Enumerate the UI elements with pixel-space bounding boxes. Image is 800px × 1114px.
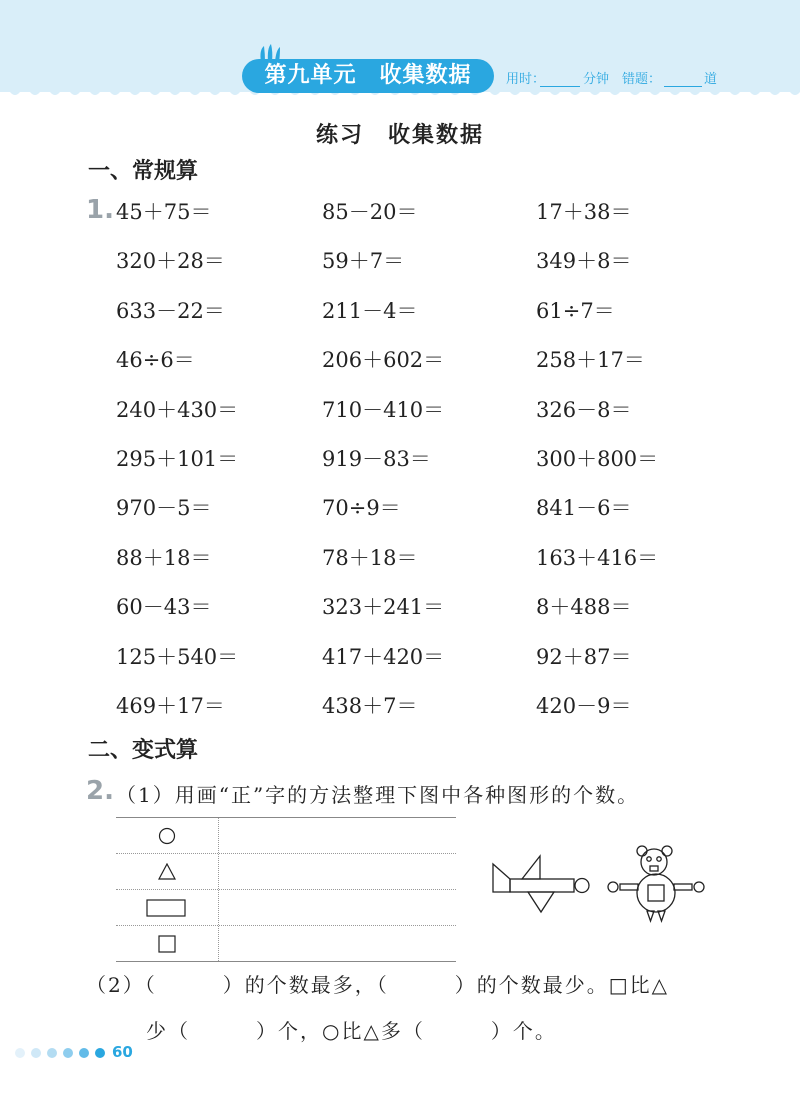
rectangle-icon — [146, 899, 186, 917]
tally-row-square — [116, 926, 456, 962]
error-blank — [664, 86, 702, 87]
section-heading-routine: 一、常规算 — [88, 159, 199, 184]
problem-expression: 300＋800＝ — [536, 447, 659, 471]
problem-expression: 349＋8＝ — [536, 249, 632, 274]
problem-expression: 59＋7＝ — [322, 249, 405, 274]
problem-expression: 45＋75＝ — [116, 200, 212, 224]
problem-expression: 420－9＝ — [536, 694, 632, 718]
tally-row-triangle — [116, 854, 456, 890]
problem-expression: 46÷6＝ — [116, 348, 195, 373]
problem-expression: 163＋416＝ — [536, 545, 659, 570]
problem-expression: 70÷9＝ — [322, 496, 401, 521]
problem-expression: 970－5＝ — [116, 496, 212, 521]
problem-expression: 78＋18＝ — [322, 545, 418, 570]
problem-expression: 211－4＝ — [322, 298, 418, 323]
question-unit-label: 道 — [704, 72, 718, 87]
footer-dots-decoration — [14, 1046, 109, 1060]
problem-expression: 469＋17＝ — [116, 694, 225, 718]
problem-expression: 323＋241＝ — [322, 595, 445, 620]
problem-expression: 60－43＝ — [116, 595, 212, 620]
problem-expression: 8＋488＝ — [536, 595, 632, 620]
question-2-part2-line2: 少（ ）个，○比△多（ ）个。 — [146, 1019, 557, 1043]
airplane-figure — [488, 852, 596, 916]
problem-expression: 125＋540＝ — [116, 644, 239, 669]
problem-expression: 417＋420＝ — [322, 644, 445, 669]
problem-expression: 295＋101＝ — [116, 447, 239, 471]
question-number-1: 1. — [86, 195, 114, 225]
problem-expression: 17＋38＝ — [536, 200, 632, 224]
problem-expression: 85－20＝ — [322, 200, 418, 224]
problem-expression: 240＋430＝ — [116, 397, 239, 422]
robot-figure — [606, 845, 712, 927]
question-number-2: 2. — [86, 776, 114, 806]
tally-table — [116, 817, 456, 962]
square-icon — [158, 935, 176, 953]
problem-expression: 61÷7＝ — [536, 298, 615, 323]
problem-expression: 326－8＝ — [536, 397, 632, 422]
problem-expression: 841－6＝ — [536, 496, 632, 521]
minute-label: 分钟 — [583, 72, 610, 87]
time-blank — [540, 86, 580, 87]
problem-expression: 710－410＝ — [322, 397, 445, 422]
question-2-part2-line1: （2）（ ）的个数最多，（ ）的个数最少。□比△ — [86, 973, 670, 997]
problem-expression: 258＋17＝ — [536, 348, 645, 373]
problem-expression: 438＋7＝ — [322, 694, 418, 718]
tally-row-rectangle — [116, 890, 456, 926]
page-number: 60 — [112, 1043, 133, 1061]
tally-row-circle — [116, 817, 456, 854]
time-label: 用时： — [506, 72, 546, 87]
section-heading-variant: 二、变式算 — [88, 738, 199, 763]
problem-expression: 633－22＝ — [116, 298, 225, 323]
problem-expression: 92＋87＝ — [536, 644, 632, 669]
error-label: 错题： — [622, 72, 662, 87]
problem-expression: 919－83＝ — [322, 447, 431, 471]
triangle-icon — [158, 863, 176, 880]
problem-expression: 320＋28＝ — [116, 249, 225, 274]
page-title: 练习 收集数据 — [315, 123, 484, 148]
problem-expression: 88＋18＝ — [116, 545, 212, 570]
problem-expression: 206＋602＝ — [322, 348, 445, 373]
unit-title-banner: 第九单元 收集数据 — [242, 59, 494, 93]
circle-icon — [158, 827, 176, 845]
question-2-part1: （1）用画“正”字的方法整理下图中各种图形的个数。 — [116, 783, 640, 807]
